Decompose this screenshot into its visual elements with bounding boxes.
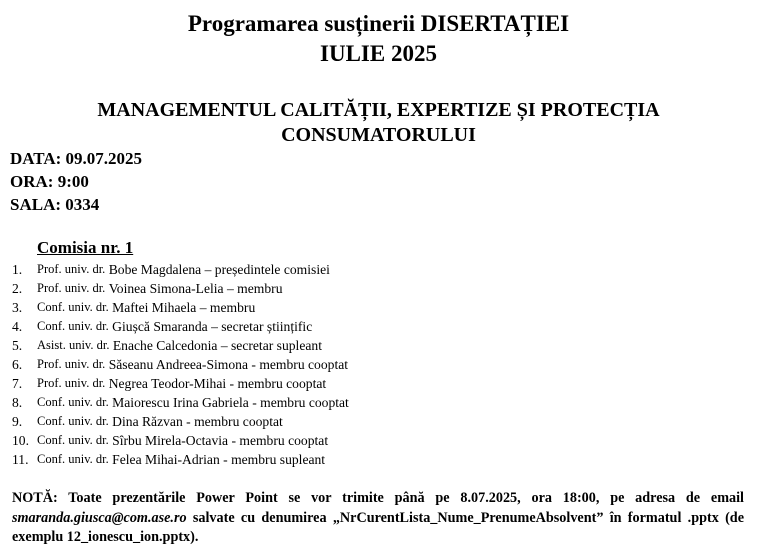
member-academic-title: Conf. univ. dr. <box>37 433 109 447</box>
member-academic-title: Prof. univ. dr. <box>37 357 106 371</box>
exam-time: ORA: 9:00 <box>10 172 89 191</box>
note-text-part2: salvate cu denumirea „NrCurentLista_Nume_PrenumeAbsolvent” în formatul .pptx (de exemplu 12_ionescu_ion.pptx). <box>12 509 744 545</box>
member-name-role: Giușcă Smaranda – secretar științific <box>112 319 313 334</box>
program-name-line1: MANAGEMENTUL CALITĂȚII, EXPERTIZE ȘI PROTECȚIA <box>97 99 660 121</box>
committee-member <box>0 336 349 355</box>
member-number: 7. <box>12 376 23 391</box>
member-number: 1. <box>12 262 23 277</box>
program-name-line2: CONSUMATORULUI <box>281 124 476 146</box>
member-name-role: Enache Calcedonia – secretar supleant <box>112 338 322 353</box>
member-academic-title: Conf. univ. dr. <box>37 319 109 333</box>
exam-room: SALA: 0334 <box>10 195 100 214</box>
committee-member <box>0 374 349 393</box>
committee-member <box>0 298 349 317</box>
committee-member <box>0 260 349 279</box>
committee-member <box>0 431 349 450</box>
member-number: 5. <box>12 338 23 353</box>
document-title: Programarea susținerii DISERTAȚIEI <box>187 11 570 36</box>
committee-member <box>0 279 349 298</box>
member-academic-title: Prof. univ. dr. <box>37 281 106 295</box>
member-academic-title: Conf. univ. dr. <box>37 395 109 409</box>
member-name-role: Negrea Teodor-Mihai - membru cooptat <box>108 376 327 391</box>
member-number: 6. <box>12 357 23 372</box>
member-number: 11. <box>12 452 29 467</box>
member-academic-title: Asist. univ. dr. <box>37 338 110 352</box>
member-academic-title: Conf. univ. dr. <box>37 300 109 314</box>
member-name-role: Săseanu Andreea-Simona - membru cooptat <box>108 357 349 372</box>
member-academic-title: Prof. univ. dr. <box>37 376 106 390</box>
member-number: 10. <box>12 433 29 448</box>
committee-member <box>0 355 349 374</box>
member-number: 8. <box>12 395 23 410</box>
member-number: 3. <box>12 300 23 315</box>
email-link[interactable]: smaranda.giusca@com.ase.ro <box>12 509 187 526</box>
member-number: 2. <box>12 281 23 296</box>
committee-member <box>0 393 349 412</box>
committee-member <box>0 450 349 469</box>
member-number: 4. <box>12 319 23 334</box>
exam-date: DATA: 09.07.2025 <box>10 149 143 168</box>
note-paragraph <box>12 489 744 548</box>
member-name-role: Voinea Simona-Lelia – membru <box>108 281 283 296</box>
member-number: 9. <box>12 414 23 429</box>
committee-member-list <box>0 260 349 469</box>
document-session: IULIE 2025 <box>320 41 437 66</box>
member-name-role: Felea Mihai-Adrian - membru supleant <box>112 452 326 467</box>
member-name-role: Maftei Mihaela – membru <box>112 300 256 315</box>
member-academic-title: Conf. univ. dr. <box>37 452 109 466</box>
note-text-part1: Toate prezentările Power Point se vor trimite până pe 8.07.2025, ora 18:00, pe adresa de email <box>68 490 744 506</box>
member-name-role: Sîrbu Mirela-Octavia - membru cooptat <box>112 433 329 448</box>
committee-member <box>0 412 349 431</box>
member-academic-title: Conf. univ. dr. <box>37 414 109 428</box>
committee-heading: Comisia nr. 1 <box>37 238 134 257</box>
member-name-role: Bobe Magdalena – președintele comisiei <box>108 262 330 277</box>
member-name-role: Dina Răzvan - membru cooptat <box>112 414 283 429</box>
member-academic-title: Prof. univ. dr. <box>37 262 106 276</box>
member-name-role: Maiorescu Irina Gabriela - membru cooptat <box>112 395 349 410</box>
committee-member <box>0 317 349 336</box>
note-label: NOTĂ: <box>12 490 58 506</box>
